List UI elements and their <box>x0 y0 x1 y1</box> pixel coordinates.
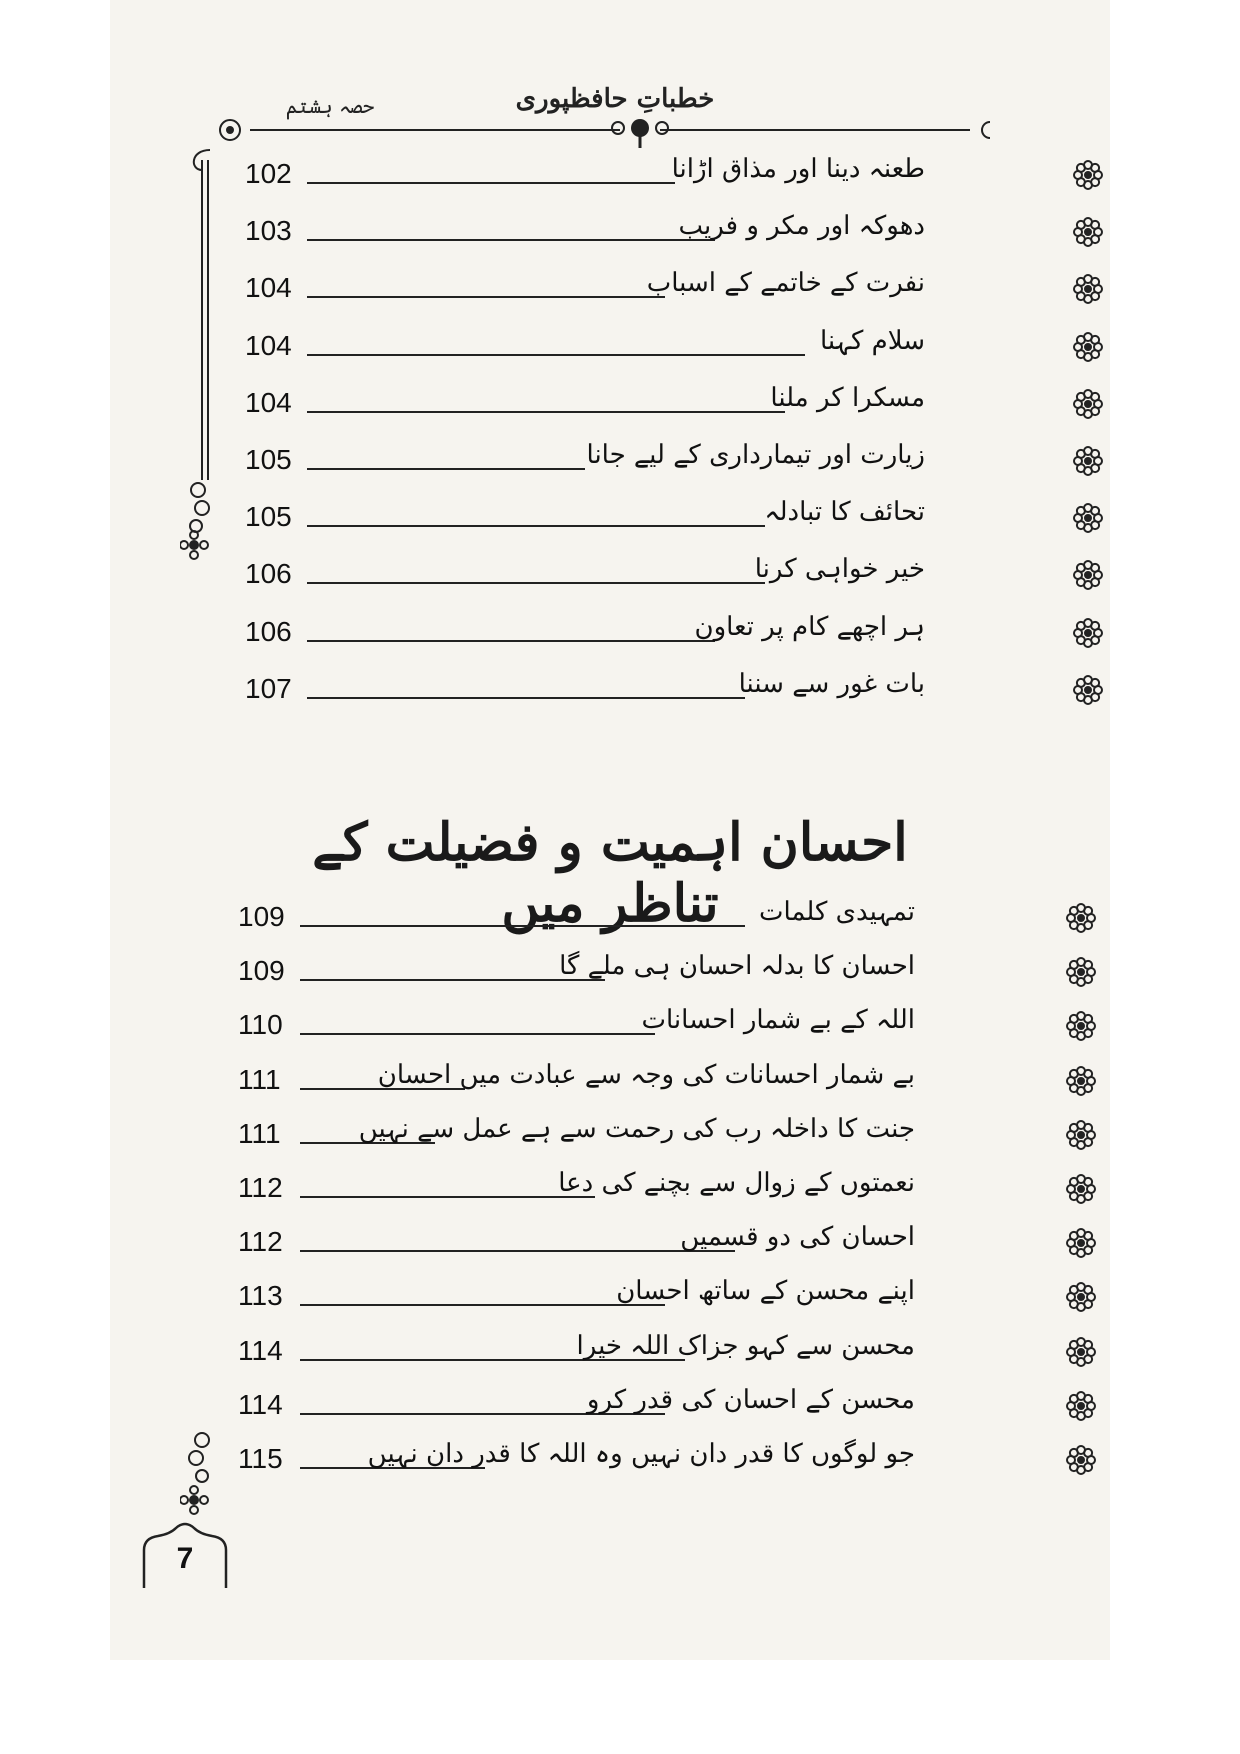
toc-entry-title: جو لوگوں کا قدر دان نہیں وہ اللہ کا قدر دان نہیں <box>367 1439 915 1469</box>
toc-leader-line <box>300 1196 595 1198</box>
toc-page-number: 110 <box>238 1009 283 1041</box>
toc-leader-line <box>300 1304 665 1306</box>
toc-row <box>245 150 1105 200</box>
toc-page-number: 106 <box>245 558 292 590</box>
page-header <box>200 78 990 148</box>
flower-bullet-icon <box>1064 1118 1098 1152</box>
section-heading: احسان اہمیت و فضیلت کے تناظر میں <box>312 812 908 934</box>
toc-entry-title: تحائف کا تبادلہ <box>764 497 925 528</box>
toc-row <box>245 608 1105 658</box>
toc-entry-title: خیر خواہی کرنا <box>754 554 925 585</box>
toc-page-number: 113 <box>238 1280 283 1312</box>
toc-entry-title: اپنے محسن کے ساتھ احسان <box>616 1276 915 1307</box>
toc-leader-line <box>300 1033 655 1035</box>
flower-bullet-icon <box>1071 616 1105 650</box>
toc-entry-title: مسکرا کر ملنا <box>770 382 925 413</box>
toc-entry-title: دھوکہ اور مکر و فریب <box>678 211 925 242</box>
toc-page-number: 107 <box>245 672 292 704</box>
toc-leader-line <box>307 296 665 298</box>
flower-bullet-icon <box>1064 1172 1098 1206</box>
toc-row <box>238 1435 1098 1485</box>
flower-bullet-icon <box>1064 1009 1098 1043</box>
toc-entry-title: نعمتوں کے زوال سے بچنے کی دعا <box>558 1168 915 1198</box>
toc-row <box>238 893 1098 943</box>
flower-bullet-icon <box>1064 1064 1098 1098</box>
toc-entry-title: جنت کا داخلہ رب کی رحمت سے ہے عمل سے نہیں <box>358 1113 915 1144</box>
toc-entry-title: بات غور سے سننا <box>738 668 925 699</box>
toc-entry-title: احسان کی دو قسمیں <box>680 1222 915 1253</box>
toc-entry-title: سلام کہنا <box>819 325 925 356</box>
toc-page-number: 109 <box>238 901 285 932</box>
flower-bullet-icon <box>1071 272 1105 306</box>
toc-row <box>238 1164 1098 1214</box>
toc-entry-title: بے شمار احسانات کی وجہ سے عبادت میں احسان <box>377 1059 915 1090</box>
toc-row <box>245 493 1105 543</box>
toc-row <box>245 436 1105 486</box>
toc-leader-line <box>307 640 715 642</box>
toc-entry-title: محسن کے احسان کی قدر کرو <box>586 1384 915 1415</box>
toc-entry-title: نفرت کے خاتمے کے اسباب <box>646 268 925 299</box>
toc-row <box>245 322 1105 372</box>
toc-page-number: 114 <box>238 1388 283 1420</box>
flower-bullet-icon <box>1071 558 1105 592</box>
toc-entry-title: تمہیدی کلمات <box>758 897 915 927</box>
flower-bullet-icon <box>1071 444 1105 478</box>
flower-bullet-icon <box>1071 387 1105 421</box>
toc-row <box>245 264 1105 314</box>
toc-leader-line <box>307 582 765 584</box>
flower-bullet-icon <box>1071 158 1105 192</box>
toc-row <box>238 1056 1098 1106</box>
toc-row <box>238 1001 1098 1051</box>
toc-row <box>245 379 1105 429</box>
flower-bullet-icon <box>1071 215 1105 249</box>
toc-page-number: 109 <box>238 955 285 987</box>
flower-bullet-icon <box>1071 501 1105 535</box>
flower-bullet-icon <box>1071 673 1105 707</box>
flower-bullet-icon <box>1064 901 1098 935</box>
toc-page-number: 112 <box>238 1226 283 1258</box>
flower-bullet-icon <box>1064 1335 1098 1369</box>
toc-page-number: 104 <box>245 386 292 418</box>
toc-row <box>245 550 1105 600</box>
toc-entry-title: طعنہ دینا اور مذاق اڑانا <box>671 154 925 184</box>
header-ornament-icon <box>200 108 990 148</box>
toc-page-number: 104 <box>245 272 292 304</box>
toc-row <box>238 947 1098 997</box>
flower-bullet-icon <box>1064 1443 1098 1477</box>
toc-entry-title: اللہ کے بے شمار احسانات <box>641 1005 915 1036</box>
toc-entry-title: محسن سے کہو جزاک اللہ خیرا <box>576 1330 915 1361</box>
flower-bullet-icon <box>1064 1226 1098 1260</box>
toc-row <box>245 207 1105 257</box>
toc-leader-line <box>307 239 715 241</box>
toc-row <box>238 1327 1098 1377</box>
toc-entry-title: زیارت اور تیمارداری کے لیے جانا <box>586 440 925 470</box>
toc-leader-line <box>307 354 805 356</box>
toc-leader-line <box>307 697 745 699</box>
page-number: 7 <box>176 1542 194 1575</box>
toc-leader-line <box>307 182 675 184</box>
toc-leader-line <box>307 468 585 470</box>
toc-row <box>245 665 1105 715</box>
toc-page-number: 106 <box>245 615 292 647</box>
toc-entry-title: احسان کا بدلہ احسان ہی ملے گا <box>559 951 915 982</box>
flower-bullet-icon <box>1064 1389 1098 1423</box>
toc-page-number: 104 <box>245 329 292 361</box>
toc-page-number: 102 <box>245 158 292 189</box>
toc-page-number: 114 <box>238 1334 283 1366</box>
toc-page-number: 111 <box>238 1117 281 1149</box>
toc-leader-line <box>307 525 765 527</box>
flower-bullet-icon <box>1064 955 1098 989</box>
toc-page-number: 105 <box>245 501 292 533</box>
toc-page-number: 112 <box>238 1172 283 1203</box>
page-number-badge <box>140 1520 230 1590</box>
toc-row <box>238 1110 1098 1160</box>
toc-leader-line <box>307 411 785 413</box>
toc-page-number: 103 <box>245 215 292 247</box>
toc-leader-line <box>300 1250 735 1252</box>
toc-page-number: 105 <box>245 444 292 475</box>
book-title: خطباتِ حافظپوری <box>515 84 715 114</box>
flower-bullet-icon <box>1064 1280 1098 1314</box>
flower-bullet-icon <box>1071 330 1105 364</box>
toc-row <box>238 1272 1098 1322</box>
toc-page-number: 111 <box>238 1063 281 1095</box>
frame-border-icon <box>180 140 240 1620</box>
toc-entry-title: ہر اچھے کام پر تعاون <box>694 611 925 642</box>
toc-page-number: 115 <box>238 1443 283 1474</box>
toc-leader-line <box>300 925 745 927</box>
volume-label: حصہ ہشتم <box>285 94 375 118</box>
toc-row <box>238 1381 1098 1431</box>
toc-row <box>238 1218 1098 1268</box>
